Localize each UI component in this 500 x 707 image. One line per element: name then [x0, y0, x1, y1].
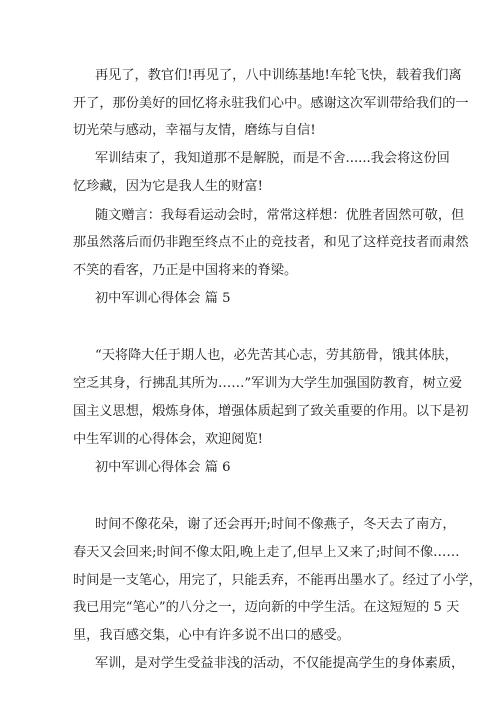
- paragraph-line: 国主义思想，煅炼身体，增强体质起到了致关重要的作用。以下是初: [73, 404, 469, 419]
- paragraph-line: 里，我百感交集，心中有许多说不出口的感受。: [73, 628, 350, 643]
- paragraph-line: 时间是一支笔心，用完了，只能丢弃，不能再出墨水了。经过了小学，: [73, 573, 482, 588]
- paragraph-line: 开了，那份美好的回忆将永驻我们心中。感谢这次军训带给我们的一: [73, 96, 469, 111]
- section-heading: 初中军训心得体会 篇 6: [95, 460, 231, 475]
- paragraph-line: 我已用完“笔心”的八分之一，迈向新的中学生活。在这短短的 5 天: [73, 600, 460, 615]
- paragraph-line: 军训结束了，我知道那不是解脱，而是不舍......我会将这份回: [95, 151, 450, 166]
- paragraph-line: 再见了，教官们!再见了，八中训练基地!车轮飞快，载着我们离: [95, 68, 462, 83]
- paragraph-line: 军训，是对学生受益非浅的活动，不仅能提高学生的身体素质，: [95, 656, 465, 671]
- paragraph-line: 忆珍藏，因为它是我人生的财富!: [73, 179, 263, 194]
- paragraph-line: 春天又会回来;时间不像太阳,晚上走了,但早上又来了;时间不像……: [73, 545, 460, 560]
- paragraph-line: 空乏其身，行拂乱其所为……”军训为大学生加强国防教育，树立爱: [73, 376, 463, 391]
- section-heading: 初中军训心得体会 篇 5: [95, 291, 231, 306]
- paragraph-line: “天将降大任于期人也，必先苦其心志，劳其筋骨，饿其体肤，: [95, 348, 458, 363]
- paragraph-line: 切光荣与感动，幸福与友情，磨练与自信!: [73, 123, 316, 138]
- paragraph-line: 那虽然落后而仍非跑至终点不止的竞技者，和见了这样竞技者而肃然: [73, 235, 469, 250]
- paragraph-line: 中生军训的心得体会，欢迎阅览!: [73, 432, 263, 447]
- paragraph-line: 不笑的看客，乃正是中国将来的脊梁。: [73, 263, 298, 278]
- paragraph-line: 时间不像花朵，谢了还会再开;时间不像燕子，冬天去了南方，: [95, 517, 456, 532]
- paragraph-line: 随文赠言：我每看运动会时，常常这样想：优胜者固然可敬，但: [95, 208, 465, 223]
